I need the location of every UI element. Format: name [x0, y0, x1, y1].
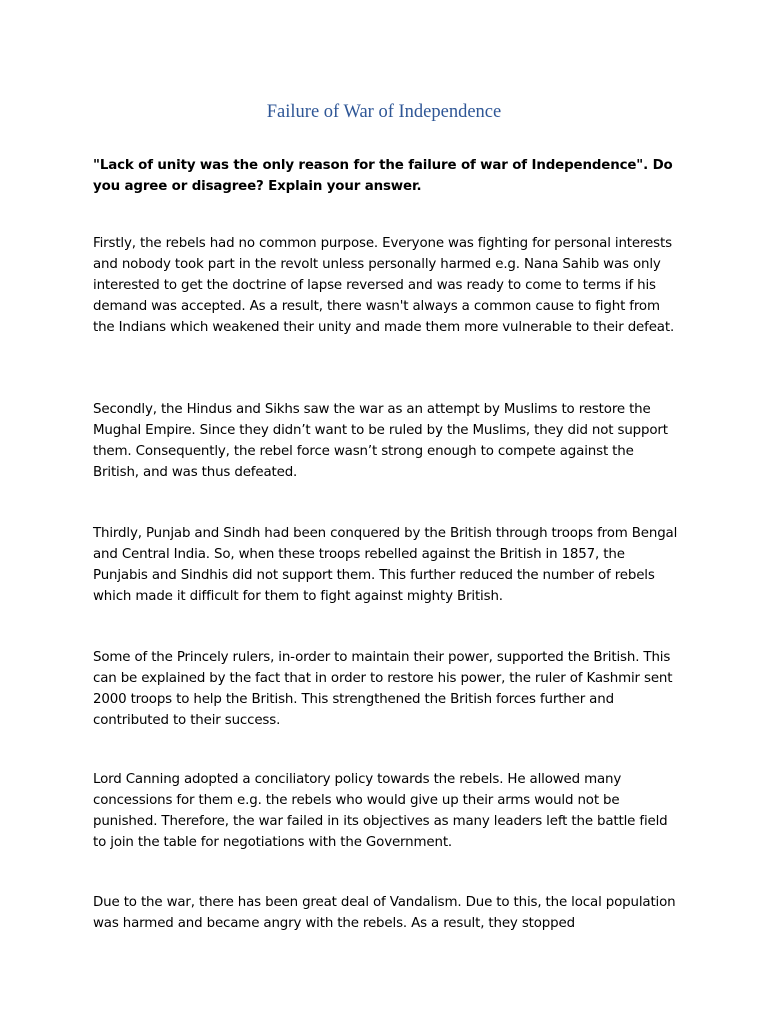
essay-prompt: "Lack of unity was the only reason for the failure of war of Independence". Do you agree or disagree? Explain your answer.: [93, 158, 673, 194]
paragraph-punjab-sindh: Thirdly, Punjab and Sindh had been conquered by the British through troops from Bengal and Central India. So, when these troops rebelled against the British in 1857, the Punjabis and Sindhis did not support them. This further reduced the number of rebels which made it difficult for them to fight against mighty British.: [93, 526, 678, 604]
paragraph-common-purpose: Firstly, the rebels had no common purpose. Everyone was fighting for personal interests and nobody took part in the revolt unless personally harmed e.g. Nana Sahib was only interested to get the doctrine of lapse reversed and was ready to come to terms if his demand was accepted. As a result, there wasn't always a common cause to fight from the Indians which weakened their unity and made them more vulnerable to their defeat.: [93, 236, 675, 335]
paragraph-princely-rulers: Some of the Princely rulers, in-order to maintain their power, supported the British. This can be explained by the fact that in order to restore his power, the ruler of Kashmir sent 2000 troops to help the British. This strengthened the British forces further and contributed to their success.: [93, 650, 673, 728]
paragraph-lord-canning: Lord Canning adopted a conciliatory policy towards the rebels. He allowed many concessions for them e.g. the rebels who would give up their arms would not be punished. Therefore, the war failed in its objectives as many leaders left the battle field to join the table for negotiations with the Government.: [93, 772, 668, 850]
paragraph-vandalism: Due to the war, there has been great deal of Vandalism. Due to this, the local population was harmed and became angry with the rebels. As a result, they stopped: [93, 895, 676, 931]
paragraph-hindus-sikhs: Secondly, the Hindus and Sikhs saw the war as an attempt by Muslims to restore the Mughal Empire. Since they didn’t want to be ruled by the Muslims, they did not support them. Consequently, the rebel force wasn’t strong enough to compete against the British, and was thus defeated.: [93, 402, 668, 480]
document-title: Failure of War of Independence: [266, 102, 502, 122]
